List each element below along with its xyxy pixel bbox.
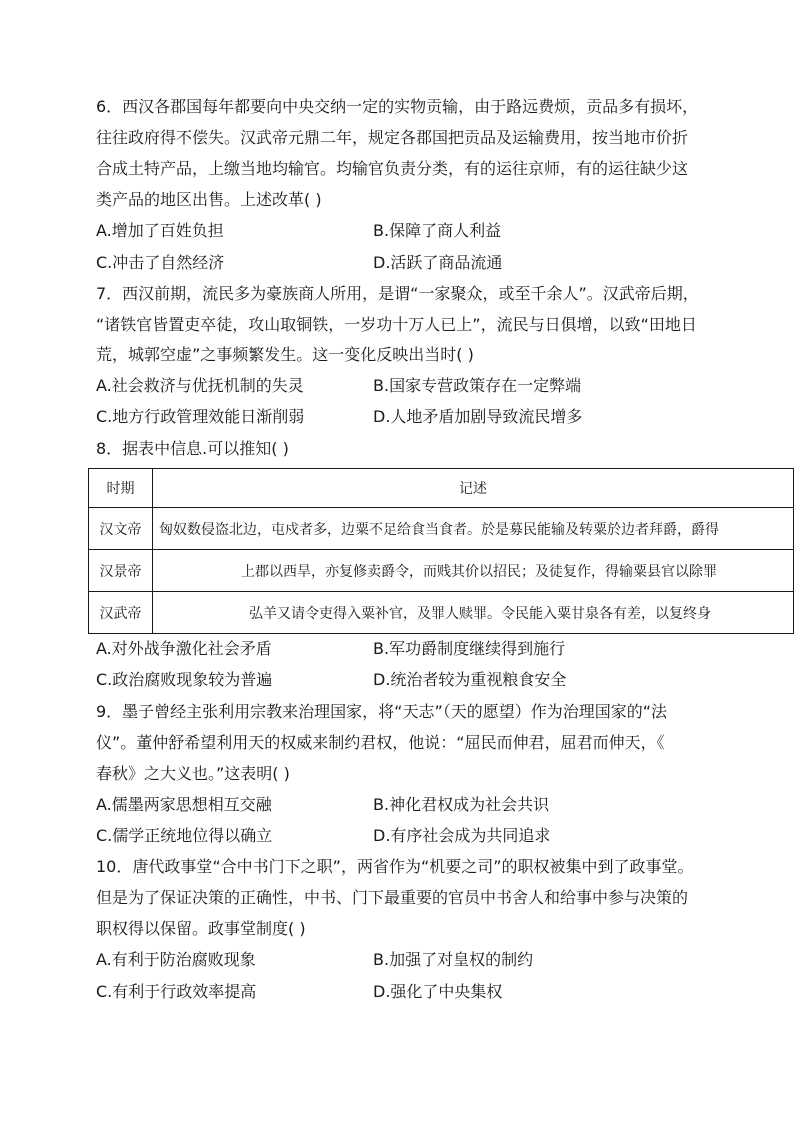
- question-10-line-3: 职权得以保留。政事堂制度( ): [96, 919, 306, 938]
- question-8-option-a: A.对外战争激化社会矛盾: [96, 639, 272, 658]
- question-9-line-2: 仪”。董仲舒希望利用天的权威来制约君权，他说：“屈民而伸君，屈君而伸天，《: [96, 733, 665, 752]
- question-10-option-d: D.强化了中央集权: [373, 982, 503, 1001]
- table-cell-period: 汉文帝: [89, 508, 153, 550]
- question-10-line-1: 10．唐代政事堂“合中书门下之职”，两省作为“机要之司”的职权被集中到了政事堂。: [96, 857, 694, 876]
- question-7-option-a: A.社会救济与优抚机制的失灵: [96, 376, 304, 395]
- table-cell-record: 匈奴数侵盗北边，屯戍者多，边粟不足给食当食者。於是募民能输及转粟於边者拜爵，爵得: [153, 508, 794, 550]
- question-7-option-d: D.人地矛盾加剧导致流民增多: [373, 407, 583, 426]
- question-9-line-3: 春秋》之大义也。”这表明( ): [96, 764, 290, 783]
- table-header-period: 时期: [89, 469, 153, 508]
- question-7-line-3: 荒，城郭空虚”之事频繁发生。这一变化反映出当时( ): [96, 345, 474, 364]
- question-6-option-d: D.活跃了商品流通: [373, 253, 503, 272]
- question-9-option-c: C.儒学正统地位得以确立: [96, 826, 273, 845]
- question-6-option-a: A.增加了百姓负担: [96, 221, 224, 240]
- question-6-line-1: 6．西汉各郡国每年都要向中央交纳一定的实物贡输，由于路远费烦，贡品多有损坏，: [96, 97, 699, 116]
- question-6-option-b: B.保障了商人利益: [373, 221, 502, 240]
- question-7-option-c: C.地方行政管理效能日渐削弱: [96, 407, 305, 426]
- table-cell-record: 上郡以西旱，亦复修卖爵令，而贱其价以招民；及徒复作，得输粟县官以除罪: [153, 550, 794, 592]
- question-6-line-3: 合成土特产品，上缴当地均输官。均输官负责分类，有的运往京师，有的运往缺少这: [96, 159, 689, 178]
- table-row: [89, 508, 794, 550]
- table-cell-period: 汉武帝: [89, 592, 153, 634]
- table-row: [89, 592, 794, 634]
- question-9-option-a: A.儒墨两家思想相互交融: [96, 795, 272, 814]
- question-10-option-b: B.加强了对皇权的制约: [373, 950, 534, 969]
- question-8-line-1: 8．据表中信息.可以推知( ): [96, 439, 289, 458]
- table-header-row: [89, 469, 794, 508]
- question-7-option-b: B.国家专营政策存在一定弊端: [373, 376, 582, 395]
- question-10-line-2: 但是为了保证决策的正确性，中书、门下最重要的官员中书舍人和给事中参与决策的: [96, 888, 689, 907]
- table-row: [89, 550, 794, 592]
- question-8-option-c: C.政治腐败现象较为普遍: [96, 670, 273, 689]
- question-10-option-c: C.有利于行政效率提高: [96, 982, 257, 1001]
- question-8-option-b: B.军功爵制度继续得到施行: [373, 639, 566, 658]
- question-6-line-4: 类产品的地区出售。上述改革( ): [96, 190, 322, 209]
- question-8-option-d: D.统治者较为重视粮食安全: [373, 670, 567, 689]
- table-header-record: 记述: [153, 469, 794, 508]
- table-cell-record: 弘羊又请令吏得入粟补官，及罪人赎罪。令民能入粟甘泉各有差，以复终身: [153, 592, 794, 634]
- question-9-option-d: D.有序社会成为共同追求: [373, 826, 551, 845]
- question-7-line-1: 7．西汉前期，流民多为豪族商人所用，是谓“一家聚众，或至千余人”。汉武帝后期，: [96, 284, 699, 303]
- question-10-option-a: A.有利于防治腐败现象: [96, 950, 256, 969]
- question-9-option-b: B.神化君权成为社会共识: [373, 795, 550, 814]
- question-7-line-2: “诸铁官皆置吏卒徒，攻山取铜铁，一岁功十万人已上”，流民与日俱增，以致“田地日: [96, 315, 697, 334]
- question-9-line-1: 9．墨子曾经主张利用宗教来治理国家，将“天志”（天的愿望）作为治理国家的“法: [96, 702, 668, 721]
- question-6-option-c: C.冲击了自然经济: [96, 253, 225, 272]
- question-6-line-2: 往往政府得不偿失。汉武帝元鼎二年，规定各郡国把贡品及运输费用，按当地市价折: [96, 128, 689, 147]
- records-table: [88, 468, 794, 634]
- table-cell-period: 汉景帝: [89, 550, 153, 592]
